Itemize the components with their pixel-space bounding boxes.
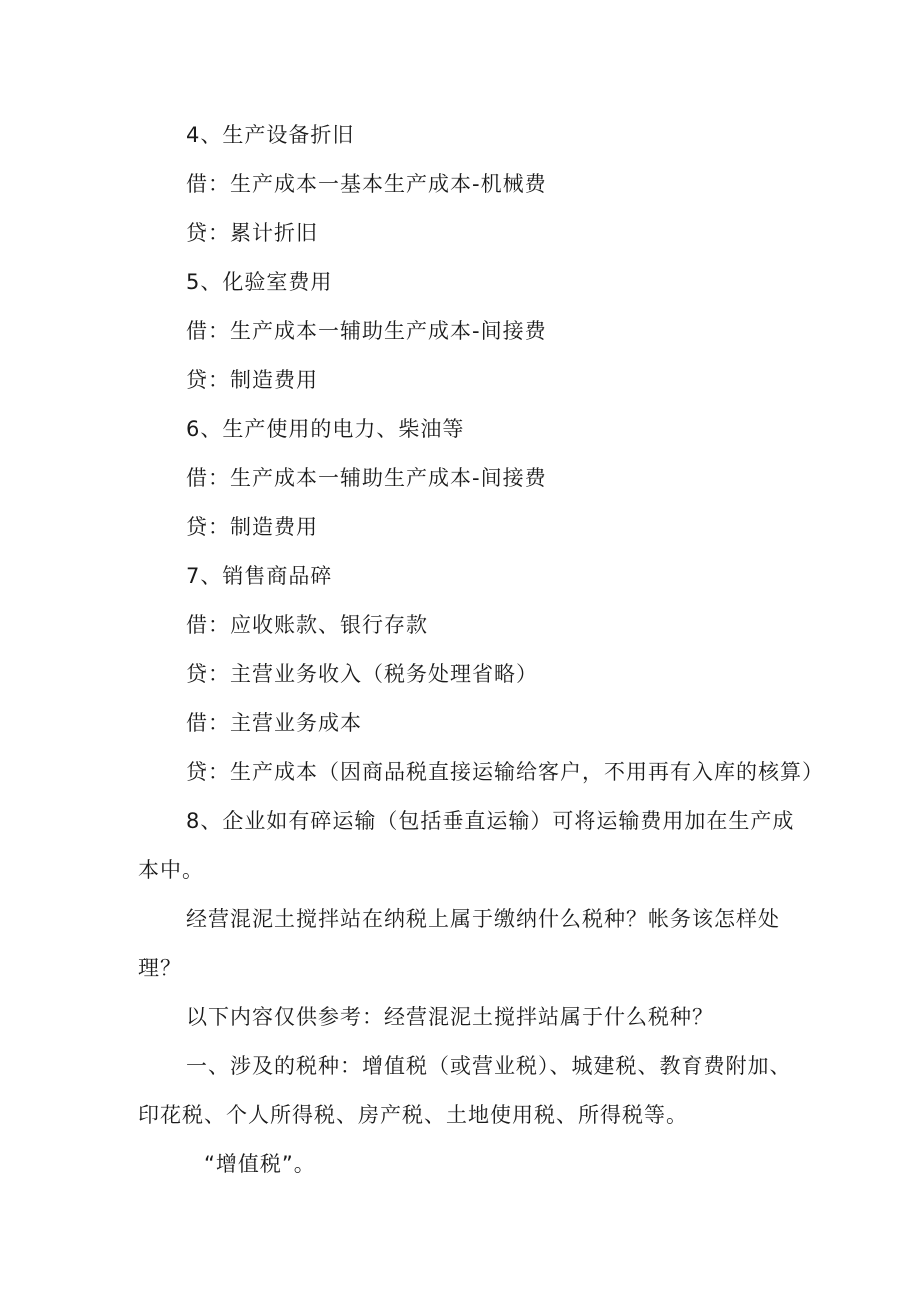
credit-line: 贷：制造费用 [186,368,318,392]
heading-item-8: 8、企业如有碎运输（包括垂直运输）可将运输费用加在生产成 [186,809,795,833]
debit-line: 借：生产成本一基本生产成本-机械费 [186,172,547,196]
reference-paragraph: 以下内容仅供参考：经营混泥土搅拌站属于什么税种？ [186,1005,714,1029]
question-paragraph: 经营混泥土搅拌站在纳税上属于缴纳什么税种？帐务该怎样处 [186,907,780,931]
heading-item-4: 4、生产设备折旧 [186,123,355,147]
paragraph-continuation: 理？ [138,956,182,980]
credit-line: 贷：生产成本（因商品税直接运输给客户，不用再有入库的核算） [186,760,824,784]
debit-line: 借：生产成本一辅助生产成本-间接费 [186,319,547,343]
credit-line: 贷：主营业务收入（税务处理省略） [186,662,538,686]
debit-line: 借：主营业务成本 [186,711,362,735]
credit-line: 贷：制造费用 [186,515,318,539]
paragraph-continuation: 印花税、个人所得税、房产税、土地使用税、所得税等。 [138,1103,688,1127]
heading-item-6: 6、生产使用的电力、柴油等 [186,417,465,441]
heading-item-5: 5、化验室费用 [186,270,333,294]
debit-line: 借：应收账款、银行存款 [186,613,428,637]
paragraph-continuation: 本中。 [138,858,204,882]
credit-line: 贷：累计折旧 [186,221,318,245]
tax-types-paragraph: 一、涉及的税种：增值税（或营业税）、城建税、教育费附加、 [186,1054,792,1078]
debit-line: 借：生产成本一辅助生产成本-间接费 [186,466,547,490]
heading-item-7: 7、销售商品碎 [186,564,333,588]
vat-quote-line: “增值税”。 [204,1152,316,1176]
